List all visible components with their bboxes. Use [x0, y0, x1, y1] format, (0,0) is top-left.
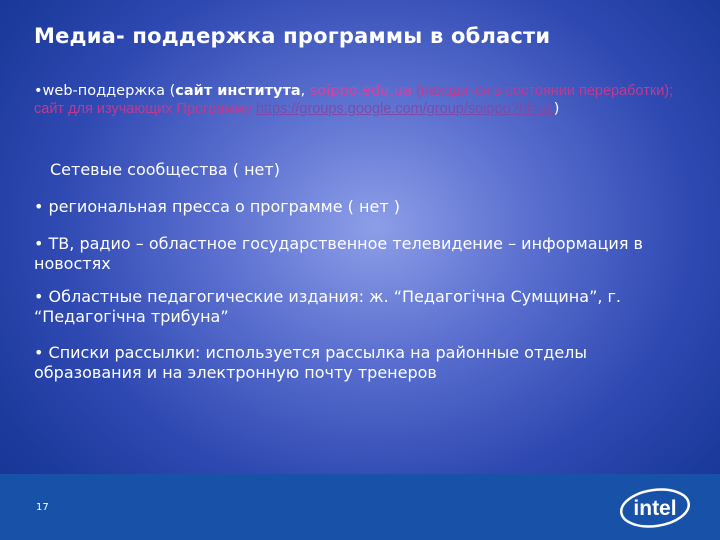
bullet-web-support — [34, 82, 684, 118]
bullet-journals: • Областные педагогические издания: ж. “Педагогічна Сумщина”, г. “Педагогічна трибуна” — [34, 287, 622, 326]
bullet-web-note: (находится в состоянии переработки); сайт для изучающих Программу — [34, 83, 674, 117]
google-group-link[interactable]: https://groups.google.com/group/soippo?hl=uk — [255, 101, 554, 117]
slide-title: Медиа- поддержка программы в области — [34, 24, 551, 48]
bullet-web-institute: сайт института — [175, 83, 301, 99]
footer-bar — [0, 474, 720, 540]
page-number: 17 — [36, 502, 49, 513]
bullet-tv-radio: • ТВ, радио – областное государственное телевидение – информация в новостях — [34, 234, 643, 273]
bullet-web-lead: •web-поддержка ( — [34, 83, 176, 99]
bullet-communities: Сетевые сообщества ( нет) — [50, 160, 280, 179]
institute-site-link[interactable]: soippo.edu.ua — [309, 83, 412, 99]
bullet-web-comma: , — [300, 83, 310, 99]
intel-logo-icon — [616, 482, 694, 532]
bullet-web-close: ) — [553, 101, 560, 117]
bullet-press: • региональная пресса о программе ( нет ) — [34, 197, 400, 216]
bullet-mailing: • Списки рассылки: используется рассылка на районные отделы образования и на электронную почту тренеров — [34, 343, 588, 382]
intel-logo-text: intel — [633, 497, 677, 520]
